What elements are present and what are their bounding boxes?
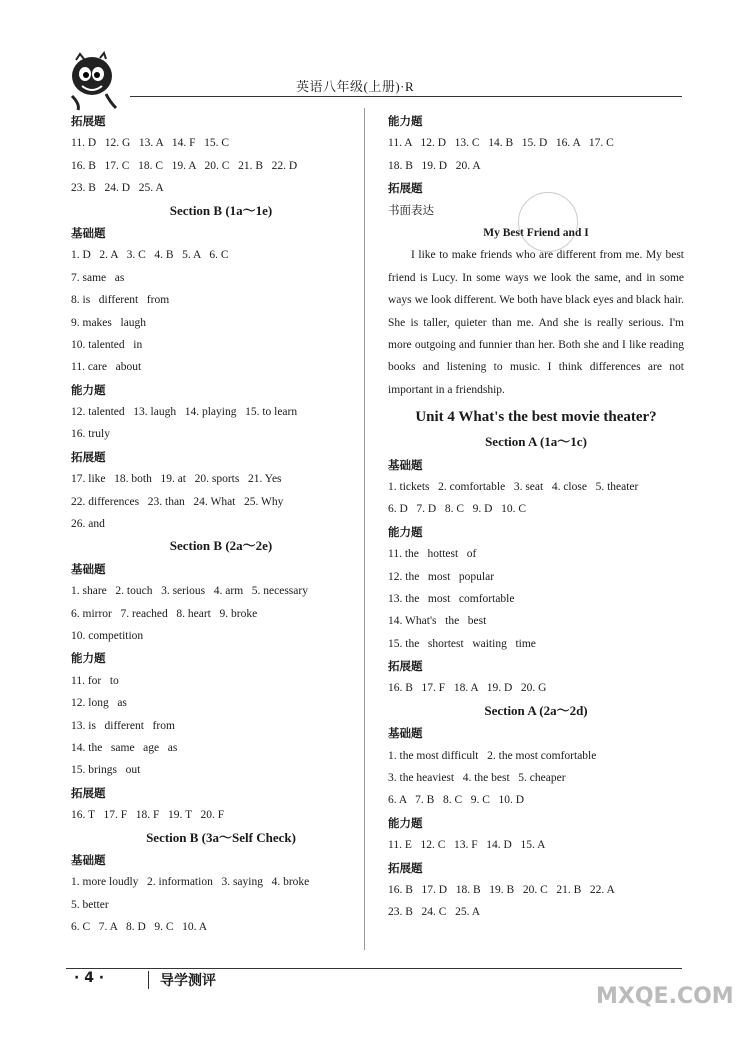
answer-line: 14. the same age as	[71, 741, 178, 754]
answer-line: 11. for to	[71, 674, 119, 687]
category-heading: 能力题	[71, 651, 106, 666]
answer-line: 1. more loudly 2. information 3. saying 4. broke	[71, 876, 310, 889]
answer-line: 11. A 12. D 13. C 14. B 15. D 16. A 17. C	[388, 137, 614, 150]
section-heading: Section B (3a～Self Check)	[146, 829, 296, 845]
category-heading: 基础题	[71, 225, 106, 240]
answer-line: 17. like 18. both 19. at 20. sports 21. Yes	[71, 473, 282, 486]
answer-line: 16. B 17. F 18. A 19. D 20. G	[388, 682, 547, 695]
category-heading: 基础题	[71, 561, 106, 576]
answer-line: 6. D 7. D 8. C 9. D 10. C	[388, 503, 527, 516]
stamp-mark	[518, 192, 578, 252]
answer-line: 26. and	[71, 518, 105, 531]
answer-line: 8. is different from	[71, 294, 170, 307]
header-title: 英语八年级(上册)·R	[296, 79, 415, 94]
answer-line: 6. A 7. B 8. C 9. C 10. D	[388, 794, 525, 807]
footer-brand: 导学测评	[160, 973, 216, 989]
header-rule	[130, 96, 682, 97]
category-heading: 基础题	[388, 457, 423, 472]
answer-line: 13. is different from	[71, 719, 175, 732]
essay-paragraph: I like to make friends who are different from me. My best friend is Lucy. In some ways we look the same, and in some ways we look different. We both have black eyes and black hair. She is taller, quieter than me. And she is really serious. I'm more outgoing and funnier than her. Both she and I like reading books and listening to music. I think differences are not important in a friendship.	[388, 249, 684, 396]
unit-title: Unit 4 What's the best movie theater?	[415, 409, 657, 426]
answer-line: 6. mirror 7. reached 8. heart 9. broke	[71, 607, 258, 620]
answer-line: 11. D 12. G 13. A 14. F 15. C	[71, 137, 230, 150]
answer-line: 16. B 17. D 18. B 19. B 20. C 21. B 22. A	[388, 884, 615, 896]
category-heading: 拓展题	[71, 114, 106, 128]
answer-line: 22. differences 23. than 24. What 25. Why	[71, 495, 284, 508]
answer-line: 1. D 2. A 3. C 4. B 5. A 6. C	[71, 249, 229, 262]
category-heading: 拓展题	[71, 449, 106, 464]
answer-line: 16. B 17. C 18. C 19. A 20. C 21. B 22. D	[71, 159, 298, 172]
answer-line: 16. truly	[71, 428, 110, 441]
right-bottom-block	[388, 431, 684, 924]
category-heading: 拓展题	[388, 860, 423, 875]
category-heading: 基础题	[388, 726, 423, 741]
answer-line: 3. the heaviest 4. the best 5. cheaper	[388, 772, 566, 785]
answer-line: 12. the most popular	[388, 570, 495, 583]
answer-line: 1. tickets 2. comfortable 3. seat 4. close 5. theater	[388, 480, 639, 493]
answer-line: 16. T 17. F 18. F 19. T 20. F	[71, 809, 225, 822]
left-column	[71, 110, 371, 938]
section-heading: Section B (1a～1e)	[169, 202, 273, 218]
section-heading: Section A (2a～2d)	[484, 702, 588, 718]
answer-line: 15. brings out	[71, 764, 141, 777]
answer-line: 12. talented 13. laugh 14. playing 15. to learn	[71, 406, 298, 419]
section-heading: Section A (1a～1c)	[485, 434, 587, 450]
page-number: · 4 ·	[74, 970, 105, 986]
category-heading: 基础题	[71, 852, 106, 867]
footer-rule	[66, 968, 682, 969]
mascot-logo	[58, 50, 128, 112]
category-heading: 能力题	[388, 815, 423, 830]
answer-line: 13. the most comfortable	[388, 592, 515, 605]
answer-line: 书面表达	[388, 204, 434, 217]
answer-line: 23. B 24. D 25. A	[71, 182, 164, 195]
category-heading: 能力题	[388, 114, 423, 128]
category-heading: 拓展题	[388, 181, 423, 196]
answer-line: 7. same as	[71, 271, 125, 284]
category-heading: 能力题	[71, 382, 106, 397]
section-heading: Section B (2a～2e)	[169, 538, 273, 554]
answer-line: 10. talented in	[71, 338, 143, 351]
watermark: MXQE.COM	[596, 984, 734, 1009]
answer-line: 23. B 24. C 25. A	[388, 906, 481, 919]
answer-line: 15. the shortest waiting time	[388, 637, 536, 650]
answer-line: 10. competition	[71, 629, 144, 642]
answer-line: 5. better	[71, 898, 109, 911]
answer-line: 12. long as	[71, 697, 127, 710]
answer-line: 9. makes laugh	[71, 316, 147, 329]
answer-line: 6. C 7. A 8. D 9. C 10. A	[71, 921, 208, 934]
answer-line: 14. What's the best	[388, 615, 487, 628]
answer-line: 11. E 12. C 13. F 14. D 15. A	[388, 839, 546, 852]
answer-line: 11. the hottest of	[388, 548, 477, 561]
answer-line: 18. B 19. D 20. A	[388, 159, 481, 172]
footer-separator	[148, 971, 149, 989]
essay-title: My Best Friend and I	[483, 226, 589, 239]
answer-line: 11. care about	[71, 361, 142, 374]
answer-line: 1. share 2. touch 3. serious 4. arm 5. necessary	[71, 585, 308, 598]
answer-line: 1. the most difficult 2. the most comfortable	[388, 749, 597, 762]
category-heading: 拓展题	[71, 785, 106, 800]
category-heading: 拓展题	[388, 659, 423, 674]
category-heading: 能力题	[388, 524, 423, 539]
